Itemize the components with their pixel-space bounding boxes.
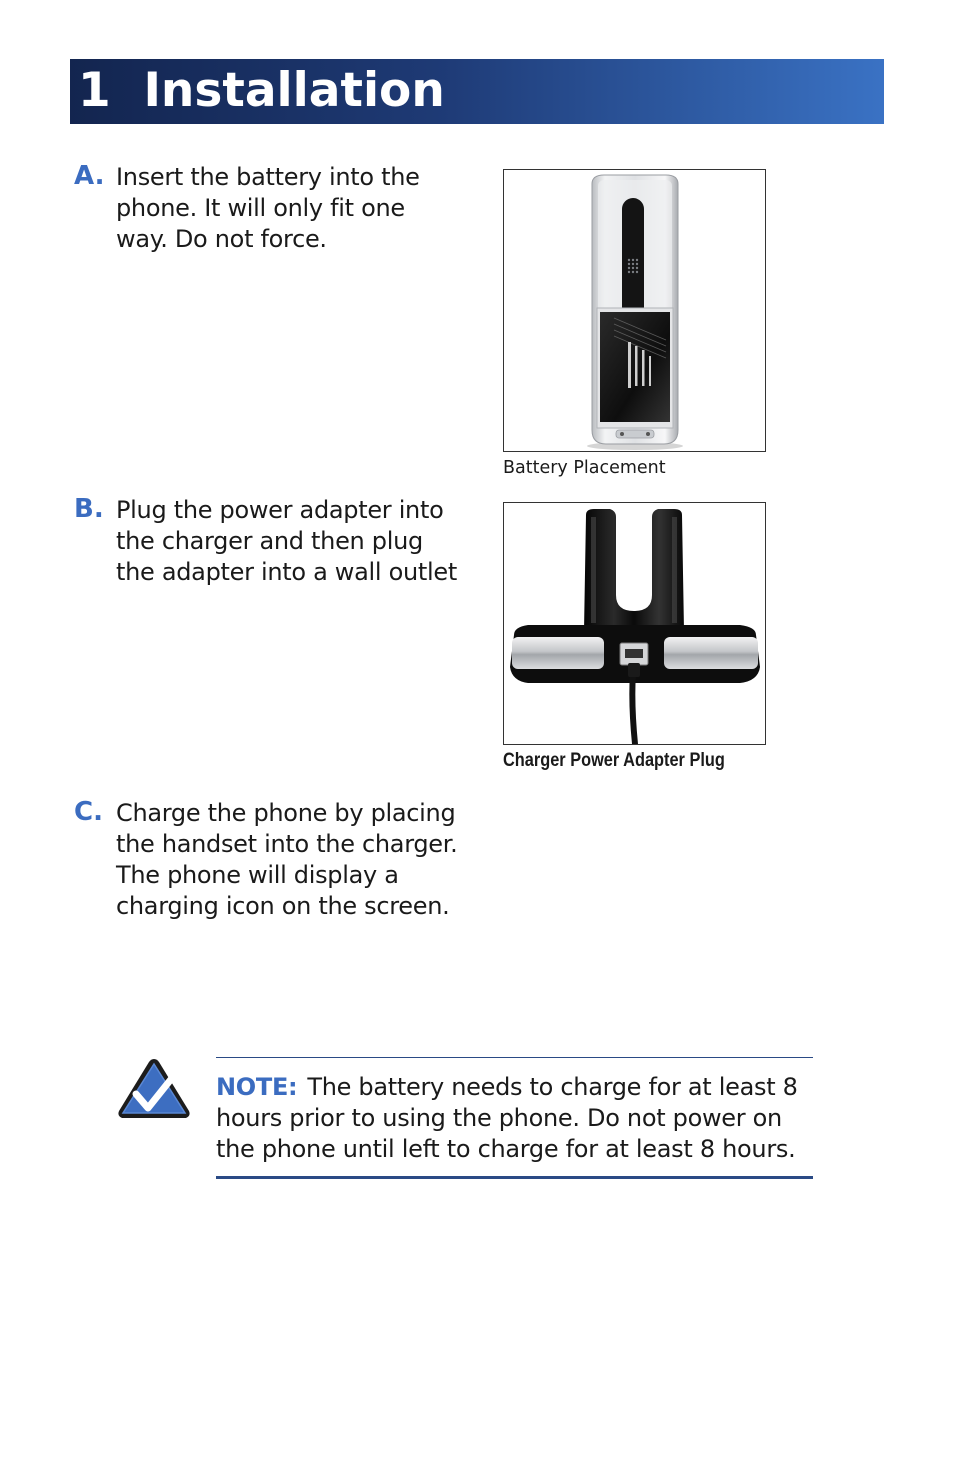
note-text: The battery needs to charge for at least 8 hours prior to using the phone. Do not power on the phone until left to charge for at least 8 hours. — [216, 1073, 798, 1163]
section-header — [70, 59, 884, 124]
note-block — [216, 1072, 816, 1165]
step-c-letter: C. — [74, 797, 103, 827]
battery-placement-caption: Battery Placement — [503, 458, 666, 478]
step-a-letter: A. — [74, 161, 105, 191]
section-number: 1 — [78, 63, 111, 118]
checkmark-icon — [116, 1056, 192, 1122]
step-c-text: Charge the phone by placing the handset into the charger. The phone will display a charging icon on the screen. — [116, 799, 458, 920]
battery-placement-figure — [503, 169, 766, 452]
phone-back-illustration — [504, 170, 765, 451]
section-title-text: Installation — [143, 63, 445, 118]
charger-illustration — [504, 503, 765, 744]
step-b-text: Plug the power adapter into the charger and then plug the adapter into a wall outlet — [116, 496, 457, 586]
note-top-divider — [216, 1057, 813, 1058]
charger-power-adapter-caption: Charger Power Adapter Plug — [503, 750, 725, 771]
note-bottom-divider — [216, 1176, 813, 1179]
step-a-text: Insert the battery into the phone. It will only fit one way. Do not force. — [116, 163, 420, 253]
charger-power-adapter-figure — [503, 502, 766, 745]
step-b-letter: B. — [74, 494, 104, 524]
section-title — [78, 61, 445, 121]
note-label: NOTE: — [216, 1073, 298, 1101]
